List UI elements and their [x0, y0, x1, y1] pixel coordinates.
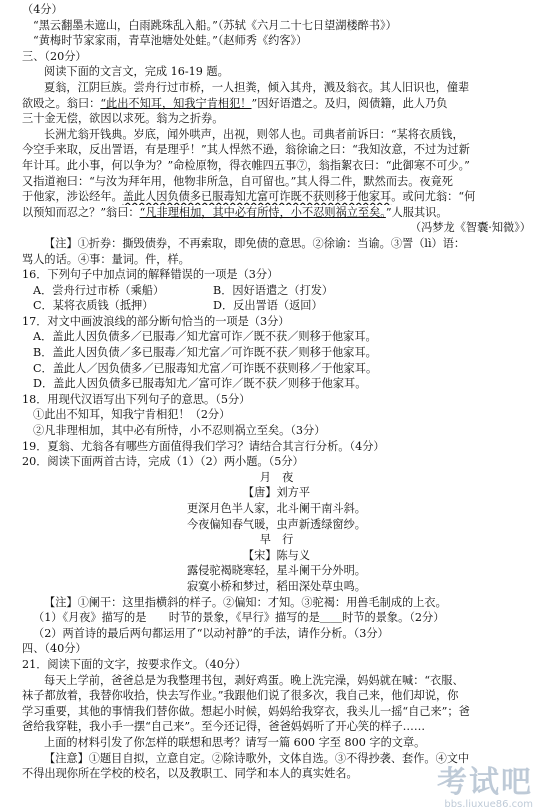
sub-question: （1）《月夜》描写的是 时节的景象，《早行》描写的是＿＿时节的景象。（2分）	[33, 611, 445, 625]
passage-line	[22, 189, 531, 205]
question-19: 19．夏翁、尤翁各有哪些方面值得我们学习？请结合其言行分析。（4分）	[22, 439, 385, 453]
note: 骂人的话。④事：量词。件，样。	[22, 252, 190, 266]
passage-line: 又指道袍曰：“与汝为拜年用，他物非所急，自可留也。”其人得二件，默然而去。夜竟死	[22, 174, 453, 188]
options-row	[22, 283, 531, 299]
passage-line	[22, 205, 531, 221]
essay-material: 学习重要，其他的事情我们替你做。想起小时候，妈妈给我穿衣，我头儿一摇“自己来”；爸	[22, 704, 470, 718]
options-row	[22, 298, 531, 314]
section-heading: 三、（20分）	[22, 49, 87, 63]
question-17: 17．对文中画波浪线的部分断句恰当的一项是（3分）	[22, 314, 290, 328]
instruction: 阅读下面的文言文，完成 16-19 题。	[44, 65, 229, 79]
underlined-sentence: “此出不知耳，知我宁肯相犯！	[100, 96, 252, 110]
note: 【注】①折券：撕毁债券，不再索取，即免债的意思。②徐谕：当谕。③詈（lì）语：	[44, 236, 466, 250]
essay-material: 每天上学前，爸爸总是为我整理书包，剥好鸡蛋。晚上洗完澡，妈妈就在喊：“衣服、	[44, 673, 464, 687]
watermark-logo: 考试吧	[437, 765, 533, 800]
poem-line: 更深月色半人家，北斗阑干南斗斜。	[186, 502, 366, 515]
line: （4分）	[22, 3, 63, 16]
poem-line: 寂寞小桥和梦过，稻田深处草虫鸣。	[186, 579, 366, 593]
passage-line: 夏翁，江阴巨族。尝舟行过市桥，一人担粪，倾入其舟，溅及翁衣。其人旧识也，僮辈	[44, 80, 470, 94]
source-citation: （冯梦龙《智囊·知微》）	[409, 221, 531, 235]
passage-line: 长洲尤翁开钱典。岁底，闻外哄声，出视，则邻人也。司典者前诉曰：“某将衣质钱，	[44, 127, 464, 141]
sub-question: （2）两首诗的最后两句都运用了“以动衬静”的手法，请作分析。（3分）	[33, 626, 389, 640]
wavy-underlined-sentence: 盖此人因负债多已服毒知尤富可诈既不获则移于他家耳	[122, 190, 392, 204]
poem-title: 早 行	[259, 533, 294, 547]
essay-material: 爸给我穿鞋，我小手一摆“自己来”。至今还记得，爸爸妈妈听了开心笑的样子……	[22, 720, 426, 734]
poem-author: 【宋】陈与义	[242, 548, 311, 562]
poem-quote: “黑云翻墨未遮山，白雨跳珠乱入船。”（苏轼《六月二十七日望湖楼醉书》）	[33, 18, 397, 32]
essay-prompt: 上面的材料引发了你怎样的联想和思考？请写一篇 600 字至 800 字的文章。	[44, 735, 426, 749]
watermark-url: bbs.liuxue86.com	[444, 799, 533, 810]
passage-line: 今空手来取，反出詈语，有是理乎！”其人悍然不逊，翁徐谕之曰：“我知汝意，不过为过新	[22, 143, 470, 157]
note: 【注】①阑干：这里指横斜的样子。②偏知：才知。③驼褐：用兽毛制成的上衣。	[44, 595, 447, 609]
passage-text: 欲殴之。翁曰：	[22, 96, 101, 110]
passage-line	[22, 96, 531, 112]
sub-question: ①此出不知耳，知我宁肯相犯！（2分）	[33, 408, 231, 422]
poem-line: 露侵驼褐晓寒轻，星斗阑干分外明。	[186, 564, 366, 578]
essay-note: 【注意】①题目自拟，立意自定。②除诗歌外，文体自选。③不得抄袭、套作。④文中	[44, 751, 470, 765]
question-21: 21．阅读下面的文字，按要求作文。（40分）	[22, 657, 247, 671]
option-d: D．反出詈语（返回）	[213, 299, 323, 313]
underlined-sentence: “凡非理相加，其中必有所恃，小不忍则祸立至矣。	[139, 205, 386, 219]
passage-text: 。或问尤翁：“何	[391, 190, 476, 204]
option-b: B．因好语遣之（打发）	[213, 283, 334, 297]
question-18: 18．用现代汉语写出下列句子的意思。（5分）	[22, 392, 251, 406]
option-a: A．尝舟行过市桥（乘船）	[33, 283, 165, 297]
section-heading: 四、（40分）	[22, 642, 87, 656]
option-d: D．盖此人因负债多已服毒知尤／富可诈／既不获／则移于他家耳。	[33, 377, 367, 391]
option-a: A．盖此人因负债多／已服毒／知尤富可诈／既不获／则移于他家耳。	[33, 330, 377, 344]
essay-note: 不得出现你所在学校的校名，以及教职工、同学和本人的真实姓名。	[22, 767, 358, 781]
poem-author: 【唐】刘方平	[242, 486, 311, 500]
essay-material: 袜子都放着，我替你收拾，快去写作业。”我跟他们说了很多次，我自己来，他们却说，你	[22, 689, 459, 703]
question-20: 20．阅读下面两首古诗，完成（1）（2）两小题。（5分）	[22, 455, 304, 469]
poem-title: 月 夜	[259, 470, 294, 484]
option-c: C．某将衣质钱（抵押）	[33, 299, 154, 313]
passage-text: ”因好语遣之。及归，阅债籍，此人乃负	[251, 96, 448, 110]
passage-line: 年计耳。此小事，何以争为？”命检原物，得衣帷四五事⑦，翁指絮衣曰：“此御寒不可少。”	[22, 158, 470, 172]
option-b: B．盖此人因负债／多已服毒／知尤富／可诈既不获／则移于他家耳。	[33, 346, 377, 360]
passage-text: ”人服其识。	[385, 205, 448, 219]
poem-line: 今夜偏知春气暖，虫声新透绿窗纱。	[186, 517, 366, 531]
passage-text: 以预知而忍之？”翁曰：	[22, 205, 140, 219]
option-c: C．盖此人／因负债多／已服毒知尤富／可诈既不获则移／于他家耳。	[33, 361, 378, 375]
passage-text: 于他家，涉讼经年。	[22, 190, 123, 204]
question-16: 16．下列句子中加点词的解释错误的一项是（3分）	[22, 268, 279, 282]
sub-question: ②凡非理相加，其中必有所恃，小不忍则祸立至矣。（3分）	[33, 424, 326, 438]
passage-line: 三十金无偿，欲因以求死。翁为之折券。	[22, 112, 224, 126]
poem-quote: “黄梅时节家家雨，青草池塘处处蛙。”（赵师秀《约客》）	[33, 34, 308, 48]
